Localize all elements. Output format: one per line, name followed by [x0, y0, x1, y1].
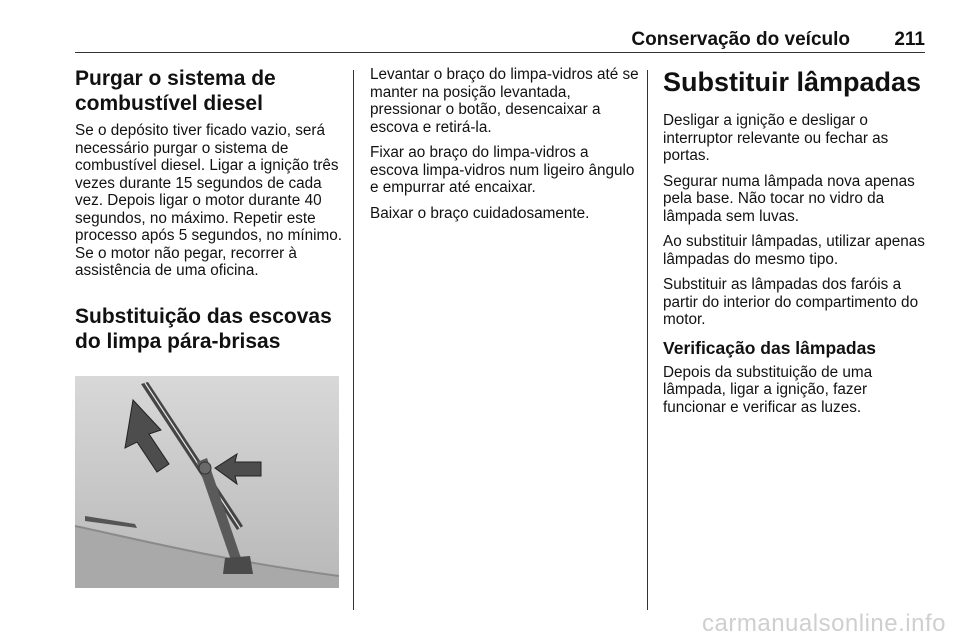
wiper-illustration [75, 376, 339, 588]
paragraph-purge-diesel: Se o depósito tiver ficado vazio, será necessário purgar o sistema de combustível diesel. Ligar a ignição três vezes durante 15 segundos de cada vez. Depois ligar o motor durante 40 segundos, no máximo. Repetir este processo após 5 segundos, no mínimo. Se o motor não pegar, recorrer à assistência de uma oficina. [75, 122, 343, 279]
column-right [663, 66, 933, 424]
column-divider-2 [647, 70, 648, 610]
paragraph-switch-off: Desligar a ignição e desligar o interruptor relevante ou fechar as portas. [663, 112, 889, 164]
heading-replace-bulbs: Substituir lâmpadas [663, 67, 922, 97]
watermark: carmanualsonline.info [702, 610, 946, 637]
column-divider-1 [353, 70, 354, 610]
paragraph-lift-arm: Levantar o braço do limpa-vidros até se manter na posição levantada, pressionar o botão, desencaixar a escova e retirá-la. [370, 66, 639, 136]
paragraph-attach-blade: Fixar ao braço do limpa-vidros a escova limpa-vidros num ligeiro ângulo e empurrar até encaixar. [370, 144, 635, 196]
column-middle [370, 66, 640, 230]
column-left [75, 66, 343, 360]
heading-check-bulbs: Verificação das lâmpadas [663, 337, 877, 358]
wiper-drawing [75, 376, 339, 588]
paragraph-check-bulbs: Depois da substituição de uma lâmpada, ligar a ignição, fazer funcionar e verificar as luzes. [663, 363, 873, 416]
paragraph-headlights: Substituir as lâmpadas dos faróis a partir do interior do compartimento do motor. [663, 276, 919, 328]
paragraph-hold-bulb: Segurar numa lâmpada nova apenas pela base. Não tocar no vidro da lâmpada sem luvas. [663, 172, 915, 225]
paragraph-same-type: Ao substituir lâmpadas, utilizar apenas lâmpadas do mesmo tipo. [663, 233, 925, 268]
section-title: Conservação do veículo [631, 29, 850, 50]
heading-purge-diesel: Purgar o sistema de combustível diesel [75, 67, 276, 115]
heading-wiper-blades: Substituição das escovas do limpa pára-brisas [75, 304, 332, 353]
page-number: 211 [894, 29, 925, 50]
page-header [75, 28, 925, 53]
paragraph-lower-arm: Baixar o braço cuidadosamente. [370, 204, 590, 222]
